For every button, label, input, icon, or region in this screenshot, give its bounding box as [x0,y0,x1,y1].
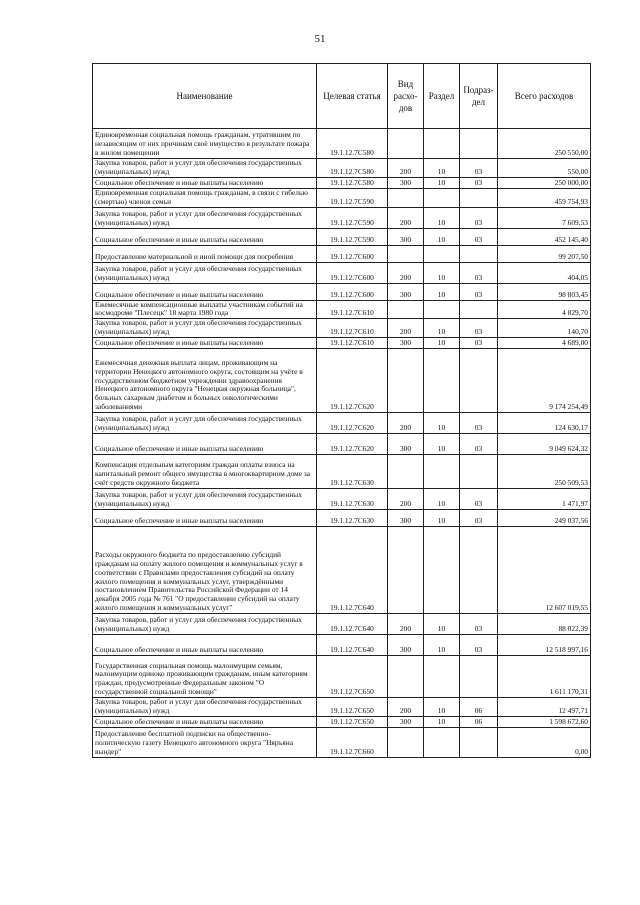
row-section: 10 [424,716,460,727]
header-total: Всего расходов [498,64,591,129]
row-type [388,455,424,489]
row-amount: 4 689,00 [498,338,591,349]
row-code: 19.1.12.7С650 [317,698,388,717]
row-amount: 124 630,17 [498,413,591,434]
row-code: 19.1.12.7С600 [317,262,388,283]
row-amount: 1 611 170,31 [498,656,591,698]
row-name: Социальное обеспечение и иные выплаты населению [93,716,317,727]
table-row [93,177,591,188]
row-section: 10 [424,614,460,635]
row-type: 300 [388,635,424,656]
row-amount: 1 471,97 [498,489,591,510]
row-name: Закупка товаров, работ и услуг для обеспечения государственных (муниципальных) нужд [93,614,317,635]
row-type: 200 [388,489,424,510]
page-number: 51 [314,33,326,45]
table-row [93,207,591,228]
row-section: 10 [424,489,460,510]
row-subsection: 03 [460,159,498,178]
row-section [424,188,460,207]
row-code: 19.1.12.7С640 [317,614,388,635]
table-row [93,698,591,717]
row-section: 10 [424,319,460,338]
row-type: 200 [388,207,424,228]
row-type [388,349,424,413]
row-code: 19.1.12.7С630 [317,510,388,527]
row-subsection: 03 [460,262,498,283]
row-amount: 99 207,50 [498,245,591,262]
row-section: 10 [424,413,460,434]
row-subsection [460,188,498,207]
row-name: Социальное обеспечение и иные выплаты населению [93,338,317,349]
row-code: 19.1.12.7С590 [317,228,388,245]
row-code: 19.1.12.7С620 [317,349,388,413]
row-code: 19.1.12.7С660 [317,727,388,757]
row-code: 19.1.12.7С630 [317,489,388,510]
row-section: 10 [424,283,460,300]
row-type [388,300,424,319]
row-amount: 12 518 997,16 [498,635,591,656]
row-subsection: 03 [460,319,498,338]
row-section [424,727,460,757]
row-code: 19.1.12.7С580 [317,159,388,178]
row-code: 19.1.12.7С650 [317,656,388,698]
row-amount: 98 803,45 [498,283,591,300]
header-name: Наименование [93,64,317,129]
row-subsection: 03 [460,510,498,527]
row-subsection: 06 [460,698,498,717]
row-section [424,656,460,698]
row-section: 10 [424,177,460,188]
table-row [93,349,591,413]
table-row [93,510,591,527]
row-type [388,527,424,614]
table-row [93,129,591,159]
row-type [388,245,424,262]
table-row [93,262,591,283]
row-subsection: 03 [460,635,498,656]
table-row [93,338,591,349]
row-section: 10 [424,262,460,283]
table-row [93,716,591,727]
row-name: Закупка товаров, работ и услуг для обеспечения государственных (муниципальных) нужд [93,159,317,178]
table-row [93,319,591,338]
row-code: 19.1.12.7С610 [317,319,388,338]
row-type: 200 [388,262,424,283]
row-subsection: 03 [460,413,498,434]
row-amount: 7 609,53 [498,207,591,228]
row-type [388,727,424,757]
row-code: 19.1.12.7С610 [317,338,388,349]
row-type: 300 [388,434,424,455]
row-section [424,129,460,159]
table-row [93,228,591,245]
row-name: Закупка товаров, работ и услуг для обеспечения государственных (муниципальных) нужд [93,262,317,283]
row-code: 19.1.12.7С620 [317,434,388,455]
row-type: 300 [388,510,424,527]
row-section [424,300,460,319]
row-subsection: 03 [460,283,498,300]
row-subsection [460,455,498,489]
row-code: 19.1.12.7С600 [317,283,388,300]
row-amount: 12 497,71 [498,698,591,717]
row-name: Расходы окружного бюджета по предоставлению субсидий гражданам на оплату жилого помещения и коммунальных услуг в соответствии с Правилами предоставления субсидий на оплату жилого помещения и коммунальных услуг, утверждёнными постановлением Правительства Российской Федерации от 14 декабря 2005 года № 761 "О предоставлении субсидий на оплату жилого помещения и коммунальных услуг" [93,527,317,614]
row-type [388,129,424,159]
table-row [93,489,591,510]
row-type: 200 [388,698,424,717]
budget-table [92,63,591,758]
row-type: 300 [388,283,424,300]
row-section: 10 [424,159,460,178]
row-code: 19.1.12.7С640 [317,527,388,614]
row-amount: 459 754,93 [498,188,591,207]
row-subsection [460,656,498,698]
row-subsection: 03 [460,177,498,188]
row-amount: 9 174 254,49 [498,349,591,413]
row-type: 300 [388,228,424,245]
row-type: 200 [388,614,424,635]
table-row [93,245,591,262]
row-code: 19.1.12.7С640 [317,635,388,656]
row-name: Социальное обеспечение и иные выплаты населению [93,177,317,188]
row-section: 10 [424,338,460,349]
header-type: Вид расхо-дов [388,64,424,129]
row-code: 19.1.12.7С610 [317,300,388,319]
row-subsection [460,129,498,159]
table-row [93,283,591,300]
row-type: 200 [388,319,424,338]
row-type: 200 [388,159,424,178]
row-code: 19.1.12.7С580 [317,129,388,159]
row-subsection: 03 [460,434,498,455]
table-row [93,159,591,178]
table-row [93,727,591,757]
row-name: Ежемесячная денежная выплата лицам, проживающим на территории Ненецкого автономного округа, состоящим на учёте в государственном бюджетном учреждении здравоохранения Ненецкого автономного округа "Ненецкая окружная больница", больных сахарным диабетом и больных онкологическими заболеваниями [93,349,317,413]
row-subsection: 03 [460,614,498,635]
table-header-row [93,64,591,129]
row-amount: 550,00 [498,159,591,178]
row-name: Единовременная социальная помощь гражданам, утратившим по независящим от них причинам своё имущество в результате пожара в жилом помещении [93,129,317,159]
row-type [388,188,424,207]
row-name: Закупка товаров, работ и услуг для обеспечения государственных (муниципальных) нужд [93,489,317,510]
row-code: 19.1.12.7С650 [317,716,388,727]
row-name: Закупка товаров, работ и услуг для обеспечения государственных (муниципальных) нужд [93,698,317,717]
row-name: Социальное обеспечение и иные выплаты населению [93,635,317,656]
row-amount: 88 022,39 [498,614,591,635]
row-name: Социальное обеспечение и иные выплаты населению [93,434,317,455]
row-name: Ежемесячные компенсационные выплаты участникам событий на космодроме "Плесецк" 18 марта 1980 года [93,300,317,319]
row-amount: 12 607 019,55 [498,527,591,614]
row-section: 10 [424,228,460,245]
row-subsection: 03 [460,207,498,228]
row-section [424,245,460,262]
row-subsection: 03 [460,228,498,245]
row-name: Единовременная социальная помощь гражданам, в связи с гибелью (смертью) членов семьи [93,188,317,207]
row-section: 10 [424,698,460,717]
row-amount: 1 598 672,60 [498,716,591,727]
row-subsection [460,727,498,757]
row-type: 300 [388,338,424,349]
row-subsection [460,245,498,262]
table-row [93,434,591,455]
row-name: Закупка товаров, работ и услуг для обеспечения государственных (муниципальных) нужд [93,207,317,228]
row-name: Государственная социальная помощь малоимущим семьям, малоимущим одиноко проживающим гражданам, иным категориям граждан, предусмотренные Федеральным законом "О государственной социальной помощи" [93,656,317,698]
header-section: Раздел [424,64,460,129]
row-section [424,349,460,413]
row-name: Закупка товаров, работ и услуг для обеспечения государственных (муниципальных) нужд [93,413,317,434]
row-type: 200 [388,413,424,434]
row-name: Закупка товаров, работ и услуг для обеспечения государственных (муниципальных) нужд [93,319,317,338]
row-code: 19.1.12.7С620 [317,413,388,434]
row-amount: 404,05 [498,262,591,283]
row-type: 300 [388,716,424,727]
table-row [93,656,591,698]
row-section [424,527,460,614]
row-amount: 250 509,53 [498,455,591,489]
row-subsection: 03 [460,338,498,349]
row-amount: 9 049 624,32 [498,434,591,455]
row-code: 19.1.12.7С600 [317,245,388,262]
row-code: 19.1.12.7С590 [317,188,388,207]
row-subsection [460,300,498,319]
row-section: 10 [424,207,460,228]
row-amount: 249 037,56 [498,510,591,527]
row-amount: 140,70 [498,319,591,338]
table-row [93,614,591,635]
row-subsection [460,527,498,614]
row-type [388,656,424,698]
row-name: Предоставление бесплатной подписки на общественно-политическую газету Ненецкого автономного округа "Няръяна вындер" [93,727,317,757]
table-row [93,300,591,319]
row-subsection: 03 [460,489,498,510]
header-subsection: Подраз-дел [460,64,498,129]
row-section: 10 [424,434,460,455]
row-subsection [460,349,498,413]
header-code: Целевая статья [317,64,388,129]
row-amount: 250 000,00 [498,177,591,188]
table-row [93,188,591,207]
row-amount: 4 829,70 [498,300,591,319]
table-row [93,527,591,614]
row-name: Социальное обеспечение и иные выплаты населению [93,510,317,527]
row-type: 300 [388,177,424,188]
row-amount: 452 145,40 [498,228,591,245]
row-subsection: 06 [460,716,498,727]
row-name: Предоставление материальной и иной помощи для погребения [93,245,317,262]
row-code: 19.1.12.7С630 [317,455,388,489]
row-name: Социальное обеспечение и иные выплаты населению [93,283,317,300]
row-name: Компенсация отдельным категориям граждан оплаты взноса на капитальный ремонт общего имущества в многоквартирном доме за счёт средств окружного бюджета [93,455,317,489]
row-amount: 250 550,00 [498,129,591,159]
row-amount: 0,00 [498,727,591,757]
row-code: 19.1.12.7С590 [317,207,388,228]
row-code: 19.1.12.7С580 [317,177,388,188]
row-section: 10 [424,510,460,527]
table-row [93,455,591,489]
table-row [93,413,591,434]
row-section [424,455,460,489]
row-name: Социальное обеспечение и иные выплаты населению [93,228,317,245]
row-section: 10 [424,635,460,656]
table-row [93,635,591,656]
